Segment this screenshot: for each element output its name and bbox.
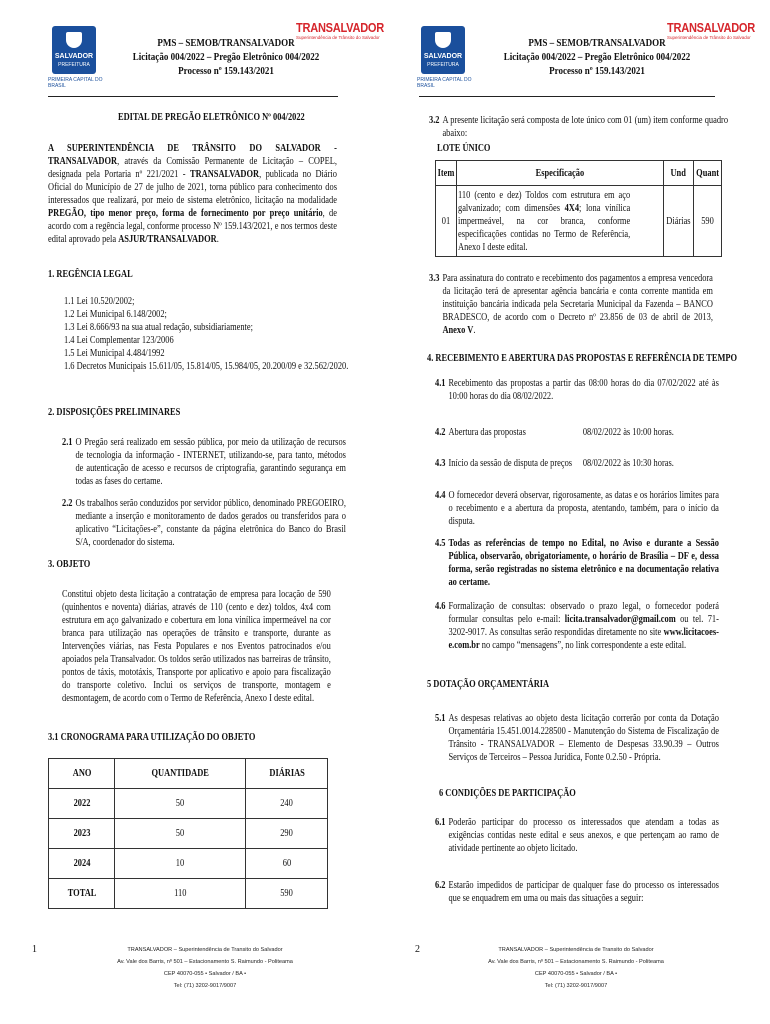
intro-run: TRANSALVADOR [189,169,260,180]
crest-icon [66,32,82,48]
list-item: 1.6 Decretos Municipais 15.611/05, 15.814/05, 15.984/05, 20.200/09 e 32.562/2020. [64,361,349,372]
page-number: 1 [32,944,37,955]
page-footer: TRANSALVADOR – Superintendência de Transito do Salvador Av. Vale dos Barris, nº 501 – Estacionamento S. Raimundo - Politeama CEP 40070-055 • Salvador / BA • Tel: (71) 3202-9017/9007 [488,947,664,989]
salvador-caption: PRIMEIRA CAPITAL DO BRASIL [417,77,472,89]
transalvador-logo: TRANSALVADOR Superintendência de Trânsito do Salvador [667,20,756,40]
header-divider [48,96,338,97]
salvador-logo: SALVADOR PREFEITURA [421,26,465,74]
table-row: 2023 50 290 [49,819,328,849]
list-item: 1.5 Lei Municipal 4.484/1992 [64,348,165,359]
cronograma-table [48,758,328,909]
intro-run: , publicada no Diário Oficial do Município de 27 de julho de 2021, torna público para conhecimento dos interessados que realizará, por meio de sistema eletrônico, licitação na modalidade [48,169,337,206]
table-header-row: Item Especificação Und Quant [436,161,722,186]
crest-icon [435,32,451,48]
section-1-title: 1. REGÊNCIA LEGAL [48,269,133,280]
lote-table [435,160,722,257]
intro-paragraph [48,142,337,246]
list-item: 1.1 Lei 10.520/2002; [64,296,135,307]
page-header [0,16,385,100]
section-6-title: 6 CONDIÇÕES DE PARTICIPAÇÃO [439,788,576,799]
page-2: SALVADOR PREFEITURA PRIMEIRA CAPITAL DO BRASIL PMS – SEMOB/TRANSALVADOR Licitação 004/2022 – Pregão Eletrônico 004/2022 Processo nº 159.143/2021 TRANSALVADOR Superintendência de Trânsito do Salvador 3.2 A presente licitação será composta de lote único com 01 (um) item conforme quadro abaixo: LOTE ÚNICO 3.3 Para assinatura do contrato e recebimento dos pagamentos a empresa vencedora da licitação terá de apresentar agência bancária e conta corrente mantida em instituição bancária indicada pela Secretaria Municipal da Fazenda – BANCO BRADESCO, de acordo com o Decreto nº 23.856 de 03 de abril de 2013, Anexo V. 4. RECEBIMENTO E ABERTURA DAS PROPOSTAS E REFERÊNCIA DE TEMPO 4.1 Recebimento das propostas a partir das 08:00 horas do dia 07/02/2022 até às 10:00 horas do dia 08/02/2022. 4.2 Abertura das propostas 08/02/2022 às 10:00 horas. 4.3 Início da sessão de disputa de preços 08/02/2022 às 10:30 horas. 4.4 O fornecedor deverá observar, rigorosamente, as datas e os horários limites para o recebimento e a abertura da proposta, atentando, também, para o início da disputa. 4.5 Todas as referências de tempo no Edital, no Aviso e durante a Sessão Pública, observarão, obrigatoriamente, o horário de Brasília – DF e, dessa forma, serão registradas no sistema eletrônico e na documentação relativa ao certame. 4.6 Formalização de consultas: observado o prazo legal, o fornecedor poderá formular consultas pelo e-mail: licita.transalvador@gmail.com ou tel. 71-3202-9017. As consultas serão respondidas diretamente no site www.licitacoes-e.com.br no campo “mensagens”, no link correspondente a este edital. 5 DOTAÇÃO ORÇAMENTÁRIA 5.1 As despesas relativas ao objeto desta licitação correrão por conta da Dotação Orçamentária 15.451.0014.228500 - Manutenção do Sistema de Fiscalização de Trânsito - TRANSALVADOR – Elemento de Despesas 33.90.39 – Outros Serviços de Terceiros – Pessoa Jurídica, Fonte 0.2.50 - Própria. 6 CONDIÇÕES DE PARTICIPAÇÃO 6.1 Poderão participar do processo os interessados que atendam a todas as exigências contidas neste edital e seus anexos, e que pertençam ao ramo de atividade pertinente ao objeto licitado. 6.2 Estarão impedidos de participar de qualquer fase do processo os interessados que se enquadrem em uma ou mais das situações a seguir: 2 TRANSALVADOR – Superintendência de Transito do Salvador Av. Vale dos Barris, nº 501 – Estacionamento S. Raimundo - Politeama CEP 40070-055 • Salvador / BA • Tel: (71) 3202-9017/9007 [385,0,770,1024]
section-5-title: 5 DOTAÇÃO ORÇAMENTÁRIA [427,679,550,690]
lote-title: LOTE ÚNICO [437,143,491,154]
transalvador-logo: TRANSALVADOR Superintendência de Trânsito do Salvador [296,20,385,40]
list-item: 1.4 Lei Complementar 123/2006 [64,335,174,346]
page-number: 2 [415,944,420,955]
header-divider [419,96,715,97]
intro-run: . [216,234,219,245]
salvador-caption: PRIMEIRA CAPITAL DO BRASIL [48,77,103,89]
legal-list [64,295,350,373]
page-1: SALVADOR PREFEITURA PRIMEIRA CAPITAL DO BRASIL PMS – SEMOB/TRANSALVADOR Licitação 004/2022 – Pregão Eletrônico 004/2022 Processo nº 159.143/2021 TRANSALVADOR Superintendência de Trânsito do Salvador EDITAL DE PREGÃO ELETRÔNICO Nº 004/2022 A SUPERINTENDÊNCIA DE TRÂNSITO DO SALVADOR - TRANSALVADOR, através da Comissão Permanente de Licitação – COPEL, designada pela Portaria nº 221/2021 - TRANSALVADOR, publicada no Diário Oficial do Município de 27 de julho de 2021, torna público para conhecimento dos interessados que realizará, por meio de sistema eletrônico, licitação na modalidade PREGÃO, tipo menor preço, forma de fornecimento por preço unitário, de acordo com a regência legal, conforme processo Nº 159.143/2021, e nos termos deste edital aprovado pela ASJUR/TRANSALVADOR. 1. REGÊNCIA LEGAL 1.1 Lei 10.520/2002; 1.2 Lei Municipal 6.148/2002; 1.3 Lei 8.666/93 na sua atual redação, subsidiariamente; 1.4 Lei Complementar 123/2006 1.5 Lei Municipal 4.484/1992 1.6 Decretos Municipais 15.611/05, 15.814/05, 15.984/05, 20.200/09 e 32.562/2020. 2. DISPOSIÇÕES PRELIMINARES 2.1 O Pregão será realizado em sessão pública, por meio da utilização de recursos de tecnologia da informação - INTERNET, utilizando-se, para tanto, métodos de autenticação de acesso e recursos de criptografia, garantindo segurança em todas as fases do certame. 2.2 Os trabalhos serão conduzidos por servidor público, denominado PREGOEIRO, mediante a inserção e monitoramento de dados gerados ou transferidos para o aplicativo “Licitações-e”, constante da página eletrônica do Banco do Brasil S/A, coordenador do sistema. 3. OBJETO Constitui objeto desta licitação a contratação de empresa para locação de 590 (quinhentos e noventa) diárias, através de 110 (cento e dez) toldos, 4x4 com estrutura em aço galvanizado e cobertura em lona vinílica impermeável na cor branca para utilização nas operações de trânsito e transporte, durante as Intervenções viárias, nas Festa Populares e nos Eventos patrocinados e/ou apoiados pela Transalvador. Os toldos serão utilizados nas barreiras de trânsito, pontos de táxis, mototáxis, Transporte por aplicativo e apoio para fiscalização do transporte coletivo. Inclui os serviços de transporte, montagem e desmontagem, de acordo com o Termo de Referência, Anexo I deste edital. 3.1 CRONOGRAMA PARA UTILIZAÇÃO DO OBJETO ANO QUANTIDADE DIÁRIAS 2022 50 240 2023 50 290 2024 10 60 TOTAL 110 590 1 TRANSALVADOR – Superintendência de Transito do Salvador Av. Vale dos Barris, nº 501 – Estacionamento S. Raimundo - Politeama CEP 40070-055 • Salvador / BA • Tel: (71) 3202-9017/9007 [0,0,385,1024]
table-row: 2024 10 60 [49,849,328,879]
table-row: 2022 50 240 [49,789,328,819]
intro-run: A SUPERINTENDÊNCIA DE TRÂNSITO DO SALVADOR - TRANSALVADOR [48,143,337,167]
section-4-title: 4. RECEBIMENTO E ABERTURA DAS PROPOSTAS E REFERÊNCIA DE TEMPO [427,353,738,364]
site-link: www.licitacoes-e.com.br [448,627,719,651]
section-3-text: Constitui objeto desta licitação a contratação de empresa para locação de 590 (quinhentos e noventa) diárias, através de 110 (cento e dez) toldos, 4x4 com estrutura em aço galvanizado e cobertura em lona vinílica impermeável na cor branca para utilização nas operações de trânsito e transporte, durante as Intervenções viárias, nas Festa Populares e nos Eventos patrocinados e/ou apoiados pela Transalvador. Os toldos serão utilizados nas barreiras de trânsito, pontos de táxis, mototáxis, Transporte por aplicativo e apoio para fiscalização do transporte coletivo. Inclui os serviços de transporte, montagem e desmontagem, de acordo com o Termo de Referência, Anexo I deste edital. [62,589,331,704]
salvador-logo: SALVADOR PREFEITURA [52,26,96,74]
intro-run: , através da Comissão Permanente de Licitação – COPEL, designada pela Portaria nº 221/2021 - [48,156,337,180]
section-2-title: 2. DISPOSIÇÕES PRELIMINARES [48,407,181,418]
header-title: PMS – SEMOB/TRANSALVADOR Licitação 004/2022 – Pregão Eletrônico 004/2022 Processo nº 159.143/2021 [503,37,691,77]
table-header-row: ANO QUANTIDADE DIÁRIAS [49,759,328,789]
page-footer: TRANSALVADOR – Superintendência de Transito do Salvador Av. Vale dos Barris, nº 501 – Estacionamento S. Raimundo - Politeama CEP 40070-055 • Salvador / BA • Tel: (71) 3202-9017/9007 [117,947,293,989]
contact-email: licita.transalvador@gmail.com [564,614,676,625]
intro-run: PREGÃO, tipo menor preço, forma de fornecimento por preço unitário [48,208,323,219]
section-3-1-title: 3.1 CRONOGRAMA PARA UTILIZAÇÃO DO OBJETO [48,732,256,743]
list-item: 1.3 Lei 8.666/93 na sua atual redação, subsidiariamente; [64,322,253,333]
section-3-title: 3. OBJETO [48,559,91,570]
intro-run: , de acordo com a regência legal, conforme processo Nº 159.143/2021, e nos termos deste edital aprovado pela [48,208,337,245]
header-title: PMS – SEMOB/TRANSALVADOR Licitação 004/2022 – Pregão Eletrônico 004/2022 Processo nº 159.143/2021 [132,37,320,77]
list-item: 1.2 Lei Municipal 6.148/2002; [64,309,167,320]
intro-run: ASJUR/TRANSALVADOR [118,234,217,245]
doc-title: EDITAL DE PREGÃO ELETRÔNICO Nº 004/2022 [118,112,305,123]
page-header [385,16,770,100]
table-row: 01 110 (cento e dez) Toldos com estrutura em aço galvanizado; com dimensões 4X4; lona vinílica impermeável, na cor branca, conforme especificações contidas no Termo de Referência, Anexo I deste edital. Diárias 590 [436,186,722,257]
table-row: TOTAL 110 590 [49,879,328,909]
